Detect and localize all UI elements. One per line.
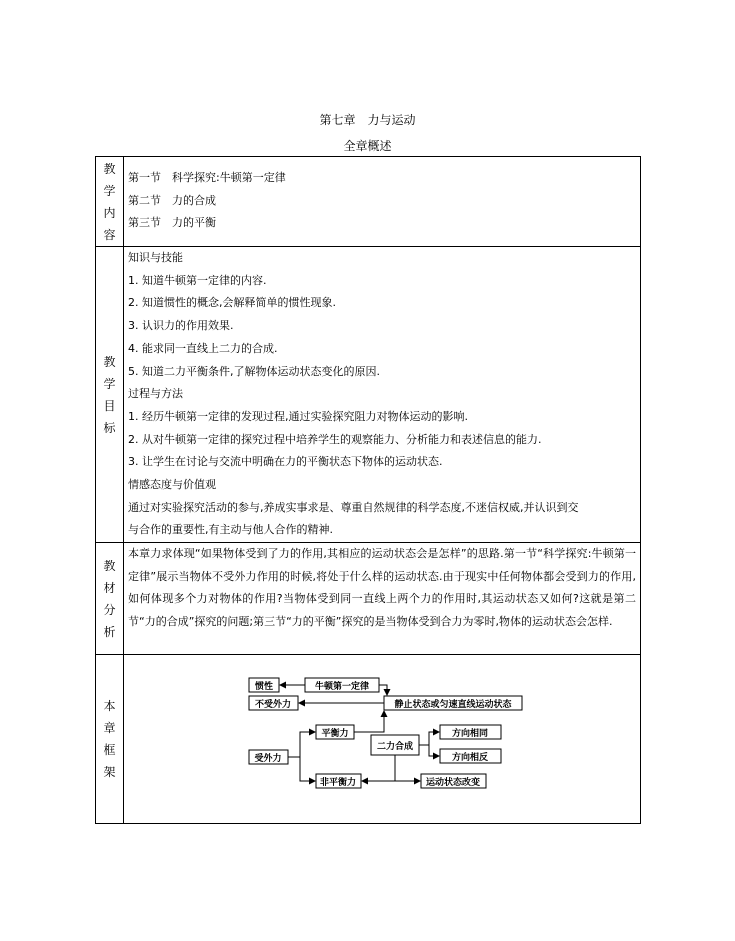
row-teaching-content	[96, 157, 641, 247]
section-2: 第二节 力的合成	[128, 193, 216, 207]
row-label-material-analysis: 教 材 分 析	[96, 543, 124, 655]
goal-item: 1. 经历牛顿第一定律的发现过程,通过实验探究阻力对物体运动的影响.	[128, 409, 468, 423]
analysis-text: 本章力求体现“如果物体受到了力的作用,其相应的运动状态会是怎样”的思路.第一节“科学探究:牛顿第一定律”展示当物体不受外力作用的时候,将处于什么样的运动状态.由于现实中任何物体都会受到力的作用,如何体现多个力对物体的作用?当物体受到同一直线上两个力的作用时,其运动状态又如何?这就是第二节“力的合成”探究的问题;第三节“力的平衡”探究的是当物体受到合力为零时,物体的运动状态会怎样.	[128, 547, 636, 628]
goal-item: 2. 从对牛顿第一定律的探究过程中培养学生的观察能力、分析能力和表述信息的能力.	[128, 432, 542, 446]
material-analysis-cell	[124, 543, 641, 655]
goal-item: 3. 认识力的作用效果.	[128, 319, 234, 333]
row-label-teaching-goals: 教 学 目 标	[96, 247, 124, 543]
row-label-teaching-content: 教 学 内 容	[96, 157, 124, 247]
row-label-chapter-framework: 本 章 框 架	[96, 655, 124, 824]
node-inertia: 惯性	[254, 682, 274, 693]
goal-item: 4. 能求同一直线上二力的合成.	[128, 341, 278, 355]
row-material-analysis	[96, 543, 641, 655]
goal-item: 与合作的重要性,有主动与他人合作的精神.	[128, 523, 333, 537]
row-chapter-framework	[96, 655, 641, 824]
section-1: 第一节 科学探究:牛顿第一定律	[128, 171, 286, 184]
node-change: 运动状态改变	[425, 778, 481, 789]
node-unbalanced: 非平衡力	[319, 778, 357, 789]
framework-cell	[124, 655, 641, 824]
teaching-goals-cell	[124, 247, 641, 543]
node-state: 静止状态或匀速直线运动状态	[394, 700, 512, 711]
section-3: 第三节 力的平衡	[128, 216, 216, 230]
node-newton: 牛顿第一定律	[314, 682, 370, 693]
page-subtitle: 全章概述	[343, 139, 392, 153]
row-teaching-goals	[96, 247, 641, 543]
node-same-dir: 方向相同	[451, 729, 489, 740]
node-with-force: 受外力	[254, 754, 282, 765]
framework-diagram	[124, 655, 641, 820]
node-composition: 二力合成	[376, 742, 414, 753]
node-no-force: 不受外力	[254, 700, 292, 711]
page-title: 第七章 力与运动	[319, 113, 416, 127]
teaching-content-cell	[124, 157, 641, 247]
goal-item: 2. 知道惯性的概念,会解释简单的惯性现象.	[128, 296, 336, 310]
goal-heading-attitude: 情感态度与价值观	[128, 478, 216, 492]
node-balanced: 平衡力	[321, 729, 349, 740]
goal-heading-knowledge: 知识与技能	[128, 251, 183, 264]
node-opposite-dir: 方向相反	[451, 753, 489, 764]
overview-table	[95, 156, 641, 824]
goal-item: 3. 让学生在讨论与交流中明确在力的平衡状态下物体的运动状态.	[128, 455, 443, 469]
goal-item: 通过对实验探究活动的参与,养成实事求是、尊重自然规律的科学态度,不迷信权威,并认识到交	[128, 500, 579, 514]
goal-item: 1. 知道牛顿第一定律的内容.	[128, 273, 267, 287]
goal-heading-process: 过程与方法	[128, 387, 183, 401]
goal-item: 5. 知道二力平衡条件,了解物体运动状态变化的原因.	[128, 364, 380, 378]
